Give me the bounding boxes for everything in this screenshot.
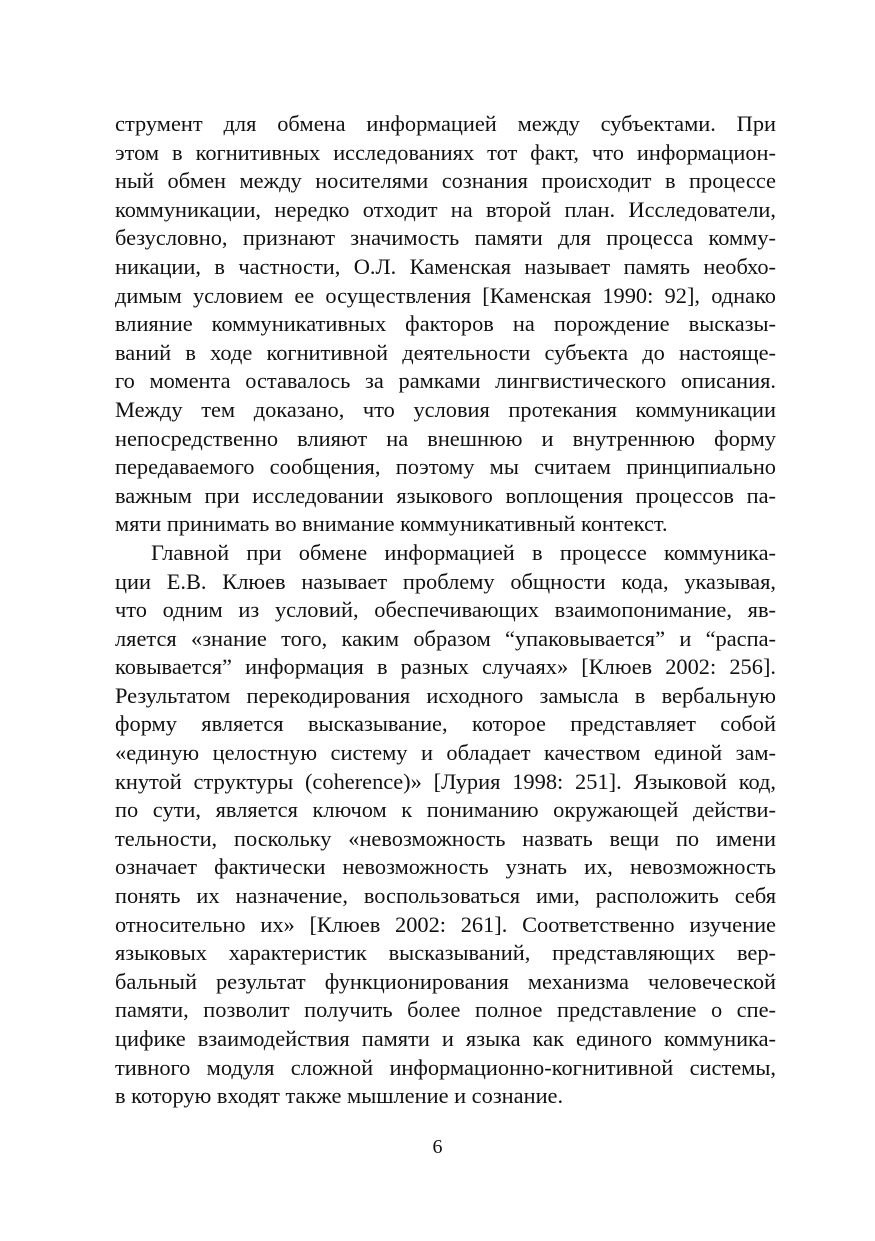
text-line: цифике взаимодействия памяти и языка как единого коммуника- — [115, 1026, 776, 1051]
text-line: кнутой структуры (coherence)» [Лурия 1998: 251]. Языковой код, — [115, 768, 776, 794]
text-line: по сути, является ключом к пониманию окружающей действи- — [115, 797, 776, 823]
text-line: ковывается” информация в разных случаях» [Клюев 2002: 256]. — [115, 654, 776, 680]
text-line: ции Е.В. Клюев называет проблему общности кода, указывая, — [115, 568, 776, 594]
text-line: ляется «знание того, каким образом “упаковывается” и “распа- — [115, 625, 776, 651]
text-line: ный обмен между носителями сознания происходит в процессе — [115, 168, 776, 194]
text-line: в которую входят также мышление и сознание. — [115, 1083, 564, 1109]
text-line: димым условием ее осуществления [Каменская 1990: 92], однако — [115, 282, 776, 308]
text-line: передаваемого сообщения, поэтому мы считаем принципиально — [115, 454, 776, 480]
paragraph-2 — [115, 539, 776, 1111]
text-line: означает фактически невозможность узнать их, невозможность — [115, 854, 776, 880]
text-line: никации, в частности, О.Л. Каменская называет память необхо- — [115, 253, 776, 279]
text-line: го момента оставалось за рамками лингвистического описания. — [115, 368, 776, 394]
text-line: что одним из условий, обеспечивающих взаимопонимание, яв- — [115, 597, 776, 623]
text-line: мяти принимать во внимание коммуникативный контекст. — [115, 511, 668, 537]
body-text — [115, 110, 776, 1111]
text-line: безусловно, признают значимость памяти для процесса комму- — [115, 225, 776, 251]
text-line: относительно их» [Клюев 2002: 261]. Соответственно изучение — [115, 911, 776, 937]
text-line: этом в когнитивных исследованиях тот факт, что информацион- — [115, 139, 776, 165]
text-line: языковых характеристик высказываний, представляющих вер- — [115, 940, 776, 966]
text-line: струмент для обмена информацией между субъектами. При — [115, 111, 776, 136]
text-line: важным при исследовании языкового воплощения процессов па- — [115, 482, 776, 508]
text-line: непосредственно влияют на внешнюю и внутреннюю форму — [115, 425, 776, 451]
text-line: Результатом перекодирования исходного замысла в вербальную — [115, 682, 776, 708]
text-line: тельности, поскольку «невозможность назвать вещи по имени — [115, 825, 776, 851]
text-line: ваний в ходе когнитивной деятельности субъекта до настояще- — [115, 339, 776, 365]
text-line: памяти, позволит получить более полное представление о спе- — [115, 997, 776, 1023]
text-line: коммуникации, нередко отходит на второй план. Исследователи, — [115, 196, 776, 222]
text-line: «единую целостную систему и обладает качеством единой зам- — [115, 740, 776, 766]
page-number: 6 — [432, 1136, 443, 1158]
text-line: форму является высказывание, которое представляет собой — [115, 711, 776, 737]
text-line: Между тем доказано, что условия протекания коммуникации — [115, 396, 776, 422]
text-line: Главной при обмене информацией в процессе коммуника- — [151, 539, 776, 565]
text-line: тивного модуля сложной информационно-когнитивной системы, — [115, 1054, 776, 1080]
text-line: бальный результат функционирования механизма человеческой — [115, 968, 776, 994]
text-line: влияние коммуникативных факторов на порождение высказы- — [115, 311, 776, 337]
paragraph-1 — [115, 110, 776, 539]
text-line: понять их назначение, воспользоваться ими, расположить себя — [115, 883, 776, 909]
